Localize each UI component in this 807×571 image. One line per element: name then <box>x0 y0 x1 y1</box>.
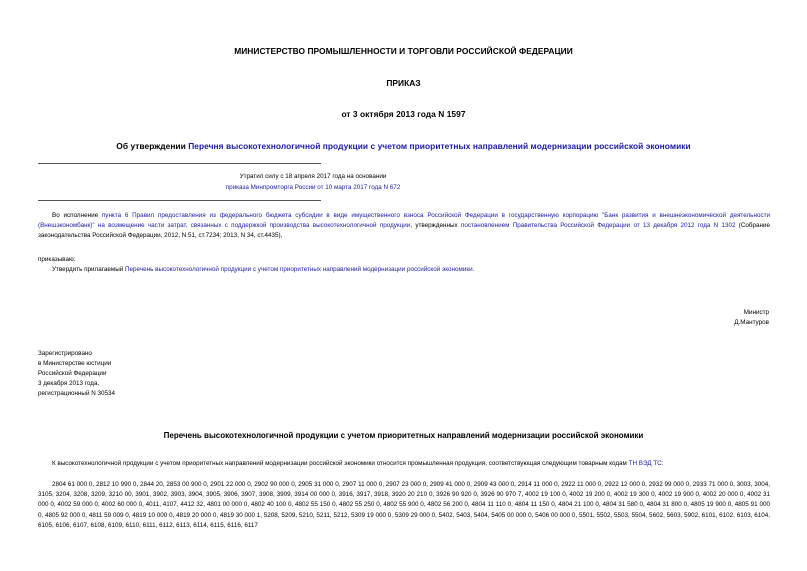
title-link[interactable]: Перечня высокотехнологичной продукции с учетом приоритетных направлений модернизации российской экономики <box>188 141 691 151</box>
intro-paragraph <box>38 211 770 242</box>
divider-status <box>38 200 321 201</box>
doc-type-heading: ПРИКАЗ <box>386 78 421 88</box>
intro-text-2: , утвержденных <box>410 222 461 230</box>
signature-name: Д.Мантуров <box>734 319 769 326</box>
tn-ved-link[interactable]: ТН ВЭД ТС <box>628 460 662 467</box>
registration-line: в Министерстве юстиции <box>38 360 112 367</box>
list-intro-end: : <box>661 460 664 467</box>
order-text-1: Утвердить прилагаемый <box>52 266 126 273</box>
document-title <box>0 141 807 151</box>
list-intro <box>52 459 772 469</box>
registration-line: Зарегистрировано <box>38 350 92 357</box>
approved-list-link[interactable]: Перечень высокотехнологичной продукции с учетом приоритетных направлений модернизации российской экономики <box>125 266 473 273</box>
registration-line: регистрационный N 30534 <box>38 390 116 397</box>
registration-line: Российской Федерации <box>38 370 107 377</box>
divider-top <box>38 163 321 164</box>
list-intro-text: К высокотехнологичной продукции с учетом приоритетных направлений модернизации российской экономики относится промышленная продукция, соответствующая следующим товарным кодам <box>52 460 629 467</box>
ministry-heading: МИНИСТЕРСТВО ПРОМЫШЛЕННОСТИ И ТОРГОВЛИ РОССИЙСКОЙ ФЕДЕРАЦИИ <box>234 46 573 56</box>
government-decree-link[interactable]: постановлением Правительства Российской Федерации от 13 декабря 2012 года N 1302 <box>460 222 736 230</box>
status-line: Утратил силу с 18 апреля 2017 года на основании <box>239 173 387 180</box>
registration-block <box>38 349 115 399</box>
date-number-heading: от 3 октября 2013 года N 1597 <box>341 109 466 119</box>
status-link-line <box>38 183 588 193</box>
order-label: приказываю: <box>38 256 76 263</box>
registration-line: 3 декабря 2013 года, <box>38 380 100 387</box>
order-text-2: . <box>472 266 475 273</box>
repeal-order-link[interactable]: приказа Минпромторга России от 10 марта 2017 года N 672 <box>225 184 401 191</box>
product-codes: 2804 61 000 0, 2812 10 990 0, 2844 20, 2853 00 900 0, 2901 22 000 0, 2902 90 000 0, 2905 31 000 0, 2907 11 000 0, 2907 23 000 0, 2909 41 000 0, 2909 43 000 0, 2914 11 000 0, 2922 11 000 0, 2922 12 000 0, 2932 99 000 0, 2933 71 000 0, 3003, 3004, 3105, 3204, 3208, 3209, 3210 00, 3901, 3902, 3903, 3904, 3905, 3906, 3907, 3908, 3909, 3914 00 000 0, 3916, 3917, 3918, 3920 20 210 0, 3926 90 920 0, 3926 90 970 7, 4002 19 100 0, 4002 19 200 0, 4002 19 300 0, 4002 19 900 0, 4002 20 000 0, 4002 31 000 0, 4002 59 000 0, 4002 60 000 0, 4011, 4107, 4412 32, 4801 00 000 0, 4802 40 100 0, 4802 55 150 0, 4802 55 250 0, 4802 55 900 0, 4802 56 200 0, 4804 11 110 0, 4804 11 150 0, 4804 21 100 0, 4804 31 580 0, 4804 31 800 0, 4805 19 900 0, 4805 91 000 0, 4805 92 000 0, 4811 59 009 0, 4819 10 000 0, 4819 20 000 0, 4819 30 000 1, 5208, 5209, 5210, 5211, 5212, 5309 19 000 0, 5309 29 000 0, 5402, 5403, 5404, 5405 00 000 0, 5406 00 000 0, 5501, 5502, 5503, 5504, 5602, 5603, 5902, 6101, 6102, 6103, 6104, 6105, 6106, 6107, 6108, 6109, 6110, 6111, 6112, 6113, 6114, 6115, 6116, 6117 <box>38 481 770 529</box>
title-prefix: Об утверждении <box>116 141 189 151</box>
rules-point-6-link[interactable]: пункта 6 Правил предоставления из федерального бюджета субсидии в виде имущественного взноса Российской Федерации в государственную корпорацию "Банк развития и внешнеэкономической деятельности (Внешэкономбанк)" на возмещение части затрат, связанных с поддержкой производства высокотехнологичной продукции <box>38 212 770 230</box>
signature-role: Министр <box>743 309 769 316</box>
intro-text-3: (Собрание законодательства Российской Федерации, 2012, N 51, ст.7234; 2013, N 34, ст.4435), <box>38 222 770 240</box>
intro-text-1: Во исполнение <box>52 212 102 219</box>
order-paragraph <box>52 265 772 275</box>
list-title: Перечень высокотехнологичной продукции с учетом приоритетных направлений модернизации российской экономики <box>163 431 644 440</box>
